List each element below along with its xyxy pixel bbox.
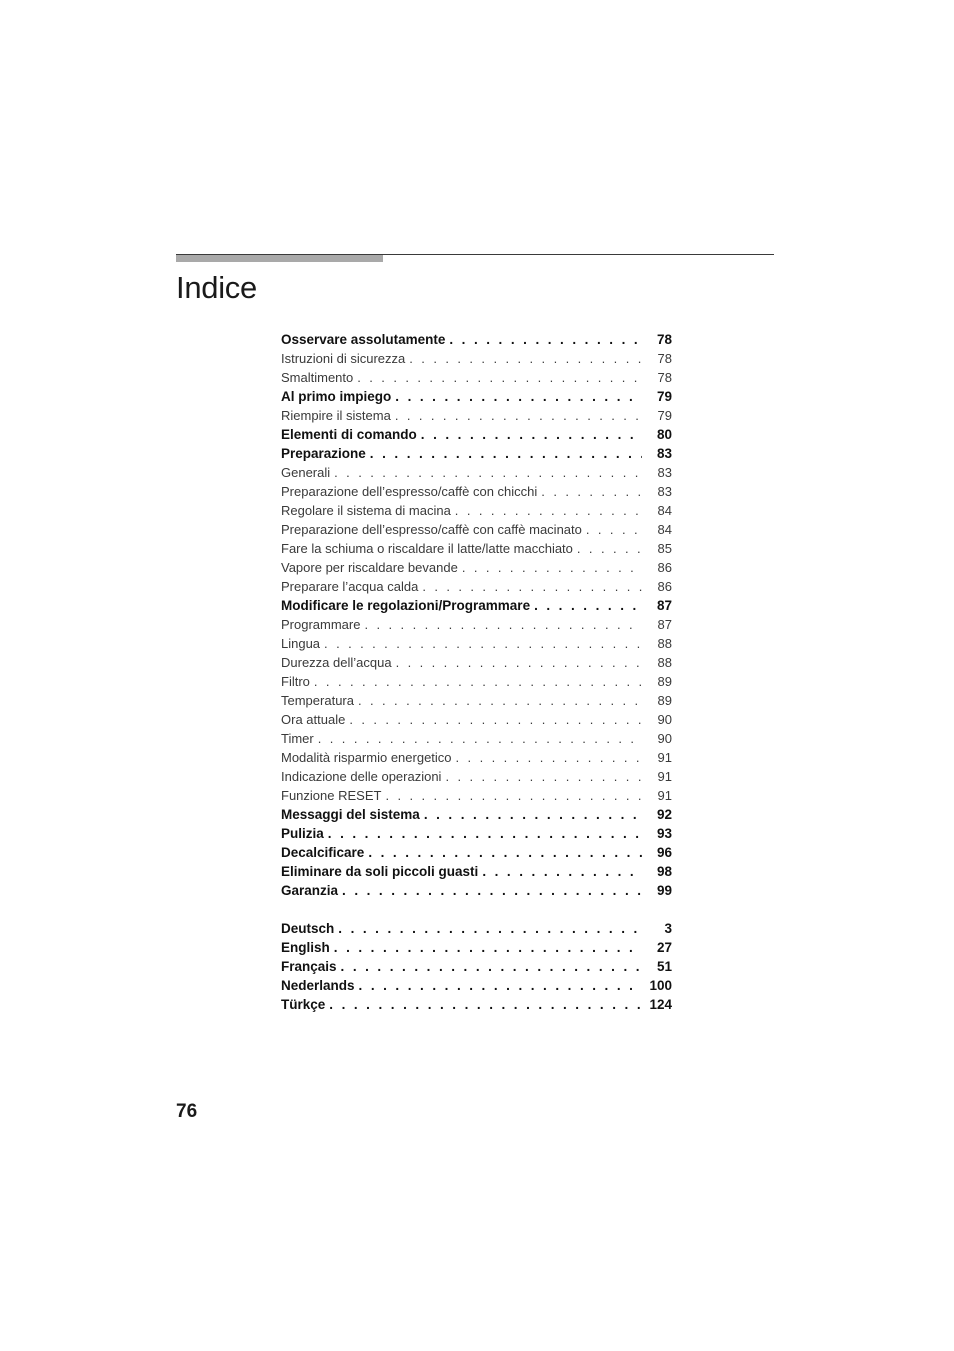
toc-dot-leader: [396, 653, 642, 672]
toc-dot-leader: [334, 463, 642, 482]
toc-dot-leader: [534, 596, 642, 615]
toc-dot-leader: [338, 919, 642, 938]
toc-dot-leader: [395, 406, 642, 425]
toc-dot-leader: [449, 330, 642, 349]
toc-dot-leader: [328, 824, 642, 843]
toc-subentry[interactable]: [281, 748, 672, 767]
toc-dot-leader: [314, 672, 642, 691]
toc-entry-page: 87: [657, 617, 672, 632]
toc-entry-label: Elementi di comando: [281, 427, 417, 442]
toc-dot-leader: [349, 710, 642, 729]
toc-entry-label: Al primo impiego: [281, 389, 392, 404]
toc-chapter-entry[interactable]: [281, 843, 672, 862]
toc-entry-page: 89: [657, 674, 672, 689]
toc-subentry[interactable]: [281, 482, 672, 501]
toc-chapter-entry[interactable]: [281, 805, 672, 824]
toc-entry-label: Messaggi del sistema: [281, 807, 420, 822]
toc-entry-page: 87: [656, 598, 672, 613]
toc-dot-leader: [341, 957, 642, 976]
toc-entry-label: English: [281, 940, 330, 955]
toc-dot-leader: [422, 577, 642, 596]
toc-entry-label: Modalità risparmio energetico: [281, 750, 452, 765]
toc-entry-label: Decalcificare: [281, 845, 365, 860]
toc-entry-page: 84: [657, 522, 672, 537]
toc-entry-page: 78: [657, 370, 672, 385]
toc-subentry[interactable]: [281, 349, 672, 368]
page-number: 76: [176, 1101, 198, 1122]
toc-entry-page: 88: [657, 655, 672, 670]
toc-dot-leader: [318, 729, 642, 748]
toc-chapter-entry[interactable]: [281, 938, 672, 957]
toc-subentry[interactable]: [281, 786, 672, 805]
toc-chapter-entry[interactable]: [281, 330, 672, 349]
toc-subentry[interactable]: [281, 615, 672, 634]
toc-entry-label: Lingua: [281, 636, 321, 651]
toc-entry-page: 3: [664, 921, 672, 936]
toc-dot-leader: [424, 805, 642, 824]
toc-entry-label: Garanzia: [281, 883, 339, 898]
toc-subentry[interactable]: [281, 577, 672, 596]
toc-dot-leader: [455, 501, 642, 520]
toc-entry-label: Smaltimento: [281, 370, 354, 385]
toc-entry-label: Nederlands: [281, 978, 355, 993]
toc-dot-leader: [456, 748, 642, 767]
toc-entry-page: 78: [656, 332, 672, 347]
toc-entry-label: Deutsch: [281, 921, 335, 936]
toc-entry-page: 78: [657, 351, 672, 366]
toc-chapter-entry[interactable]: [281, 919, 672, 938]
toc-dot-leader: [409, 349, 642, 368]
toc-entry-label: Türkçe: [281, 997, 326, 1012]
toc-subentry[interactable]: [281, 406, 672, 425]
toc-dot-leader: [541, 482, 642, 501]
toc-dot-leader: [368, 843, 642, 862]
toc-entry-label: Eliminare da soli piccoli guasti: [281, 864, 479, 879]
toc-subentry[interactable]: [281, 463, 672, 482]
toc-entry-label: Fare la schiuma o riscaldare il latte/latte macchiato: [281, 541, 573, 556]
toc-entry-label: Regolare il sistema di macina: [281, 503, 451, 518]
toc-dot-leader: [370, 444, 642, 463]
toc-entry-label: Pulizia: [281, 826, 324, 841]
toc-subentry[interactable]: [281, 539, 672, 558]
toc-chapter-entry[interactable]: [281, 881, 672, 900]
toc-subentry[interactable]: [281, 653, 672, 672]
toc-entry-page: 80: [656, 427, 672, 442]
toc-dot-leader: [364, 615, 642, 634]
toc-dot-leader: [421, 425, 642, 444]
toc-chapter-entry[interactable]: [281, 862, 672, 881]
toc-entry-label: Funzione RESET: [281, 788, 382, 803]
toc-dot-leader: [586, 520, 642, 539]
toc-subentry[interactable]: [281, 501, 672, 520]
toc-dot-leader: [462, 558, 642, 577]
toc-entry-page: 100: [649, 978, 672, 993]
toc-entry-page: 84: [657, 503, 672, 518]
toc-entry-page: 86: [657, 579, 672, 594]
toc-entry-page: 79: [656, 389, 672, 404]
toc-dot-leader: [359, 976, 642, 995]
toc-entry-page: 89: [657, 693, 672, 708]
toc-entry-page: 88: [657, 636, 672, 651]
toc-entry-label: Preparazione: [281, 446, 366, 461]
toc-subentry[interactable]: [281, 558, 672, 577]
toc-entry-page: 90: [657, 731, 672, 746]
toc-chapter-entry[interactable]: [281, 957, 672, 976]
toc-dot-leader: [334, 938, 642, 957]
toc-chapter-entry[interactable]: [281, 995, 672, 1014]
toc-entry-page: 79: [657, 408, 672, 423]
toc-dot-leader: [482, 862, 642, 881]
toc-subentry[interactable]: [281, 368, 672, 387]
toc-entry-page: 99: [656, 883, 672, 898]
toc-dot-leader: [385, 786, 642, 805]
toc-entry-label: Programmare: [281, 617, 361, 632]
toc-dot-leader: [357, 368, 642, 387]
toc-entry-page: 91: [657, 769, 672, 784]
header-accent-bar: [176, 255, 383, 262]
toc-dot-leader: [324, 634, 642, 653]
toc-chapter-entry[interactable]: [281, 976, 672, 995]
toc-entry-page: 83: [657, 465, 672, 480]
toc-subentry[interactable]: [281, 691, 672, 710]
toc-entry-label: Preparazione dell’espresso/caffè con chicchi: [281, 484, 538, 499]
toc-chapter-entry[interactable]: [281, 444, 672, 463]
toc-dot-leader: [577, 539, 642, 558]
toc-chapter-entry[interactable]: [281, 596, 672, 615]
toc-section-gap: [281, 900, 672, 919]
toc-subentry[interactable]: [281, 672, 672, 691]
toc-entry-label: Preparazione dell’espresso/caffè con caffè macinato: [281, 522, 582, 537]
toc-entry-page: 27: [656, 940, 672, 955]
toc-dot-leader: [358, 691, 642, 710]
toc-entry-label: Timer: [281, 731, 314, 746]
toc-entry-page: 91: [657, 750, 672, 765]
toc-entry-label: Riempire il sistema: [281, 408, 391, 423]
toc-entry-label: Osservare assolutamente: [281, 332, 446, 347]
toc-subentry[interactable]: [281, 520, 672, 539]
toc-dot-leader: [329, 995, 642, 1014]
toc-dot-leader: [445, 767, 642, 786]
toc-entry-page: 86: [657, 560, 672, 575]
toc-chapter-entry[interactable]: [281, 824, 672, 843]
toc-entry-page: 83: [657, 484, 672, 499]
toc-entry-page: 91: [657, 788, 672, 803]
toc-entry-label: Ora attuale: [281, 712, 346, 727]
toc-entry-page: 85: [657, 541, 672, 556]
toc-chapter-entry[interactable]: [281, 387, 672, 406]
toc-entry-label: Temperatura: [281, 693, 354, 708]
table-of-contents: [281, 330, 672, 1014]
toc-entry-label: Indicazione delle operazioni: [281, 769, 442, 784]
toc-subentry[interactable]: [281, 634, 672, 653]
toc-dot-leader: [342, 881, 642, 900]
toc-entry-label: Vapore per riscaldare bevande: [281, 560, 458, 575]
toc-entry-label: Français: [281, 959, 337, 974]
toc-entry-page: 98: [656, 864, 672, 879]
toc-entry-page: 92: [656, 807, 672, 822]
toc-chapter-entry[interactable]: [281, 425, 672, 444]
toc-entry-page: 93: [656, 826, 672, 841]
toc-subentry[interactable]: [281, 729, 672, 748]
toc-entry-page: 90: [657, 712, 672, 727]
toc-subentry[interactable]: [281, 710, 672, 729]
toc-entry-label: Generali: [281, 465, 331, 480]
toc-dot-leader: [395, 387, 642, 406]
toc-entry-page: 51: [656, 959, 672, 974]
toc-entry-label: Filtro: [281, 674, 310, 689]
toc-entry-label: Preparare l’acqua calda: [281, 579, 419, 594]
toc-entry-page: 96: [656, 845, 672, 860]
toc-entry-label: Istruzioni di sicurezza: [281, 351, 406, 366]
toc-entry-page: 124: [649, 997, 672, 1012]
toc-entry-page: 83: [656, 446, 672, 461]
toc-entry-label: Modificare le regolazioni/Programmare: [281, 598, 531, 613]
page-title: Indice: [176, 270, 257, 305]
toc-entry-label: Durezza dell’acqua: [281, 655, 392, 670]
toc-subentry[interactable]: [281, 767, 672, 786]
